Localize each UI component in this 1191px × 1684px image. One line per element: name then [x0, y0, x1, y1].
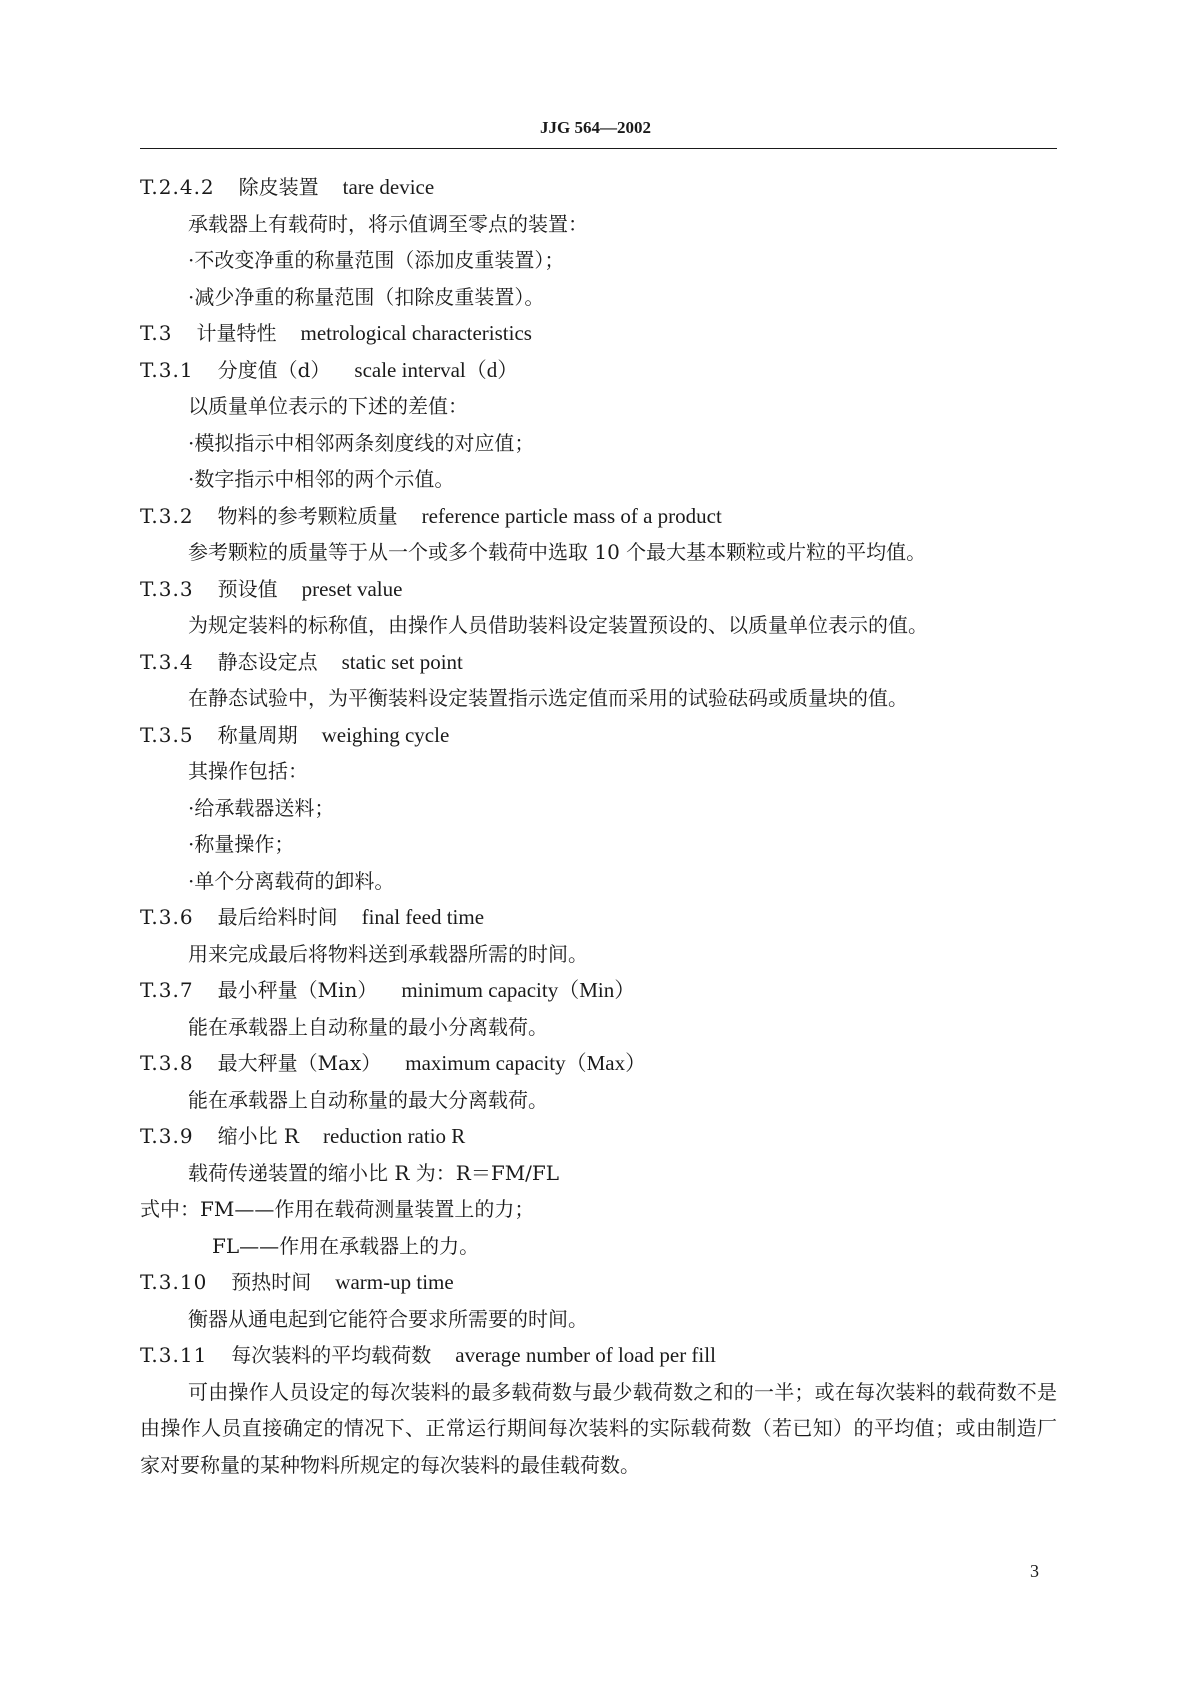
section-title-cn: 最后给料时间: [217, 905, 338, 929]
section-title-en: static set point: [341, 649, 463, 674]
section-title-cn: 缩小比 R: [217, 1124, 299, 1148]
section-heading: [140, 972, 1057, 1009]
bullet-item: ·模拟指示中相邻两条刻度线的对应值；: [188, 430, 535, 455]
header-rule: [140, 148, 1057, 149]
section-title-cn: 最小秤量（Min）: [217, 978, 378, 1002]
section-title-cn: 物料的参考颗粒质量: [217, 503, 398, 528]
bullet-item: ·数字指示中相邻的两个示值。: [188, 467, 455, 491]
section-title-cn: 计量特性: [196, 321, 277, 345]
section-heading: [140, 1264, 1057, 1301]
definition-text: 能在承载器上自动称量的最小分离载荷。: [188, 1014, 548, 1039]
definition-text: 承载器上有载荷时，将示值调至零点的装置：: [188, 211, 588, 236]
section-heading: [140, 498, 1057, 535]
bullet-item: ·不改变净重的称量范围（添加皮重装置）；: [188, 248, 565, 272]
section-title-cn: 除皮装置: [238, 175, 319, 199]
section-number: T.3.4: [140, 649, 194, 674]
section-heading: [140, 315, 1057, 352]
section-heading: [140, 352, 1057, 389]
section-title-en: reference particle mass of a product: [421, 503, 722, 528]
definition-paragraph: 可由操作人员设定的每次装料的最多载荷数与最少载荷数之和的一半；或在每次装料的载荷数不是由操作人员直接确定的情况下、正常运行期间每次装料的实际载荷数（若已知）的平均值；或由制造厂家对要称量的某种物料所规定的每次装料的最佳载荷数。: [140, 1379, 1057, 1477]
section-title-en: minimum capacity（Min）: [401, 978, 636, 1002]
section-title-cn: 静态设定点: [217, 649, 318, 674]
section-title-en: warm-up time: [335, 1270, 454, 1294]
section-title-en: average number of load per fill: [455, 1343, 716, 1367]
definition-text: 其操作包括：: [188, 759, 308, 783]
section-heading: [140, 571, 1057, 608]
section-title-en: preset value: [301, 576, 403, 601]
section-number: T.3.8: [140, 1051, 194, 1075]
definition-paragraph: 为规定装料的标称值，由操作人员借助装料设定装置预设的、以质量单位表示的值。: [188, 613, 928, 637]
definition-text: 在静态试验中，为平衡装料设定装置指示选定值而采用的试验砝码或质量块的值。: [188, 686, 908, 710]
definition-text: 能在承载器上自动称量的最大分离载荷。: [188, 1087, 548, 1112]
section-number: T.3: [140, 321, 173, 345]
formula-legend: 式中：FM——作用在载荷测量装置上的力；: [140, 1197, 535, 1221]
section-number: T.3.7: [140, 978, 194, 1002]
definition-text: 用来完成最后将物料送到承载器所需的时间。: [188, 941, 588, 966]
section-number: T.2.4.2: [140, 175, 215, 199]
bullet-item: ·称量操作；: [188, 832, 295, 856]
section-heading: [140, 1118, 1057, 1155]
section-title-cn: 预热时间: [231, 1270, 312, 1294]
section-title-cn: 每次装料的平均载荷数: [231, 1343, 432, 1367]
section-title-en: reduction ratio R: [323, 1124, 466, 1148]
section-heading: [140, 644, 1057, 681]
section-number: T.3.3: [140, 576, 194, 601]
section-title-cn: 分度值（d）: [217, 357, 331, 382]
definition-text: 参考颗粒的质量等于从一个或多个载荷中选取 10 个最大基本颗粒或片粒的平均值。: [188, 540, 927, 564]
section-number: T.3.1: [140, 357, 194, 382]
bullet-item: ·单个分离载荷的卸料。: [188, 868, 395, 893]
section-heading: [140, 169, 1057, 206]
bullet-item: ·给承载器送料；: [188, 795, 335, 820]
section-number: T.3.10: [140, 1270, 208, 1294]
section-heading: [140, 1337, 1057, 1374]
section-title-en: tare device: [342, 175, 435, 199]
section-title-en: final feed time: [361, 905, 485, 929]
page-number: 3: [1030, 1561, 1039, 1581]
section-heading: [140, 1045, 1057, 1082]
section-number: T.3.5: [140, 722, 194, 747]
section-title-en: maximum capacity（Max）: [405, 1051, 647, 1075]
section-title-en: metrological characteristics: [300, 321, 532, 345]
section-title-cn: 称量周期: [217, 722, 298, 747]
section-number: T.3.11: [140, 1343, 208, 1367]
section-title-en: scale interval（d）: [354, 357, 519, 382]
formula-text: 载荷传递装置的缩小比 R 为：R＝FM/FL: [188, 1160, 560, 1185]
definition-text: 以质量单位表示的下述的差值：: [188, 394, 468, 418]
section-title-cn: 预设值: [217, 576, 278, 601]
definition-text: 衡器从通电起到它能符合要求所需要的时间。: [188, 1306, 588, 1331]
bullet-item: ·减少净重的称量范围（扣除皮重装置）。: [188, 284, 545, 309]
section-number: T.3.6: [140, 905, 194, 929]
section-number: T.3.9: [140, 1124, 194, 1148]
section-heading: [140, 717, 1057, 754]
section-title-cn: 最大秤量（Max）: [217, 1051, 382, 1075]
section-heading: [140, 899, 1057, 936]
section-title-en: weighing cycle: [321, 722, 450, 747]
document-body: [140, 169, 1057, 1483]
page-header: JJG 564—2002: [540, 118, 651, 137]
formula-legend: FL——作用在承载器上的力。: [212, 1233, 480, 1258]
section-number: T.3.2: [140, 503, 194, 528]
